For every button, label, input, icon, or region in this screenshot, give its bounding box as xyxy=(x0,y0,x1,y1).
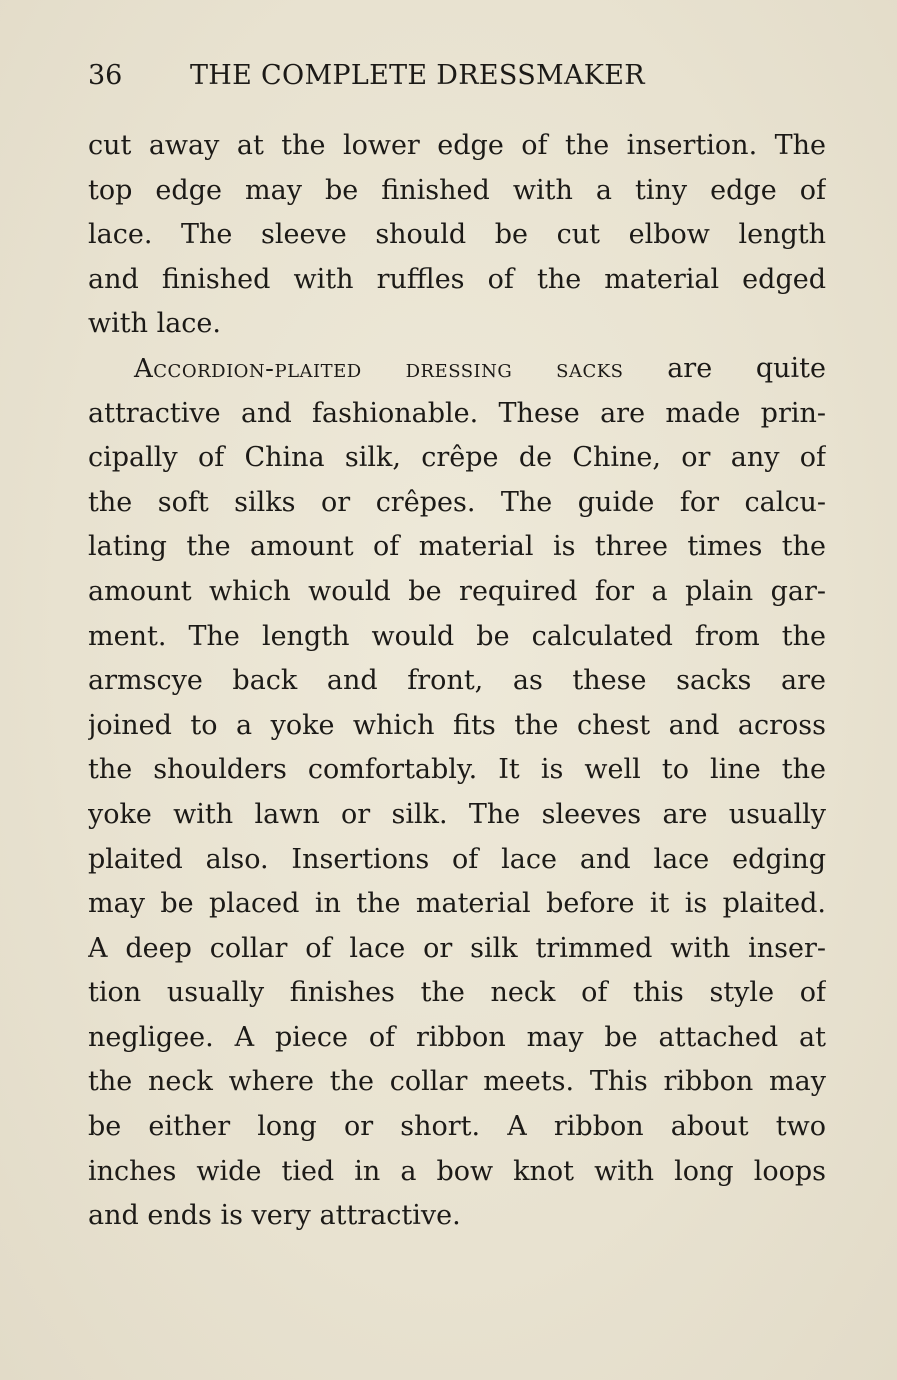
text-line: may be placed in the material before it is plaited. xyxy=(88,888,826,920)
text-line: cipally of China silk, crêpe de Chine, or any of xyxy=(88,442,826,474)
text-line: plaited also. Insertions of lace and lace edging xyxy=(88,843,826,875)
text-line: and finished with ruffles of the material edged xyxy=(88,263,826,295)
text-line: attractive and fashionable. These are made prin- xyxy=(88,397,826,429)
text-line: joined to a yoke which fits the chest and across xyxy=(88,709,826,741)
text-line: with lace. xyxy=(88,308,221,340)
text-line: the soft silks or crêpes. The guide for calcu- xyxy=(88,486,826,518)
text-line: the neck where the collar meets. This ribbon may xyxy=(88,1066,826,1098)
text-line: inches wide tied in a bow knot with long loops xyxy=(88,1155,826,1187)
first-line-rest: are quite xyxy=(667,352,826,384)
text-line: lating the amount of material is three times the xyxy=(88,531,826,563)
lead-in-small-caps: Accordion-plaited dressing sacks xyxy=(134,353,624,384)
page-number: 36 xyxy=(88,60,123,91)
text-line: ment. The length would be calculated from the xyxy=(88,620,826,652)
paragraph-2 xyxy=(88,347,826,1239)
text-line: negligee. A piece of ribbon may be attached at xyxy=(88,1021,826,1053)
text-line: and ends is very attractive. xyxy=(88,1200,461,1232)
text-line: tion usually finishes the neck of this style of xyxy=(88,977,826,1009)
running-head xyxy=(88,58,828,94)
text-line: A deep collar of lace or silk trimmed with inser- xyxy=(88,932,826,964)
body-text xyxy=(88,124,826,1239)
text-line: the shoulders comfortably. It is well to line the xyxy=(88,754,826,786)
text-line: be either long or short. A ribbon about two xyxy=(88,1111,826,1143)
running-title: THE COMPLETE DRESSMAKER xyxy=(190,60,645,91)
paragraph-1 xyxy=(88,124,826,347)
text-line: yoke with lawn or silk. The sleeves are usually xyxy=(88,798,826,830)
paragraph-first-line xyxy=(88,347,826,392)
text-line: amount which would be required for a plain gar- xyxy=(88,575,826,607)
text-line: top edge may be finished with a tiny edge of xyxy=(88,174,826,206)
text-line: cut away at the lower edge of the insertion. The xyxy=(88,130,826,161)
text-line: lace. The sleeve should be cut elbow length xyxy=(88,219,826,251)
text-line: armscye back and front, as these sacks are xyxy=(88,665,826,697)
